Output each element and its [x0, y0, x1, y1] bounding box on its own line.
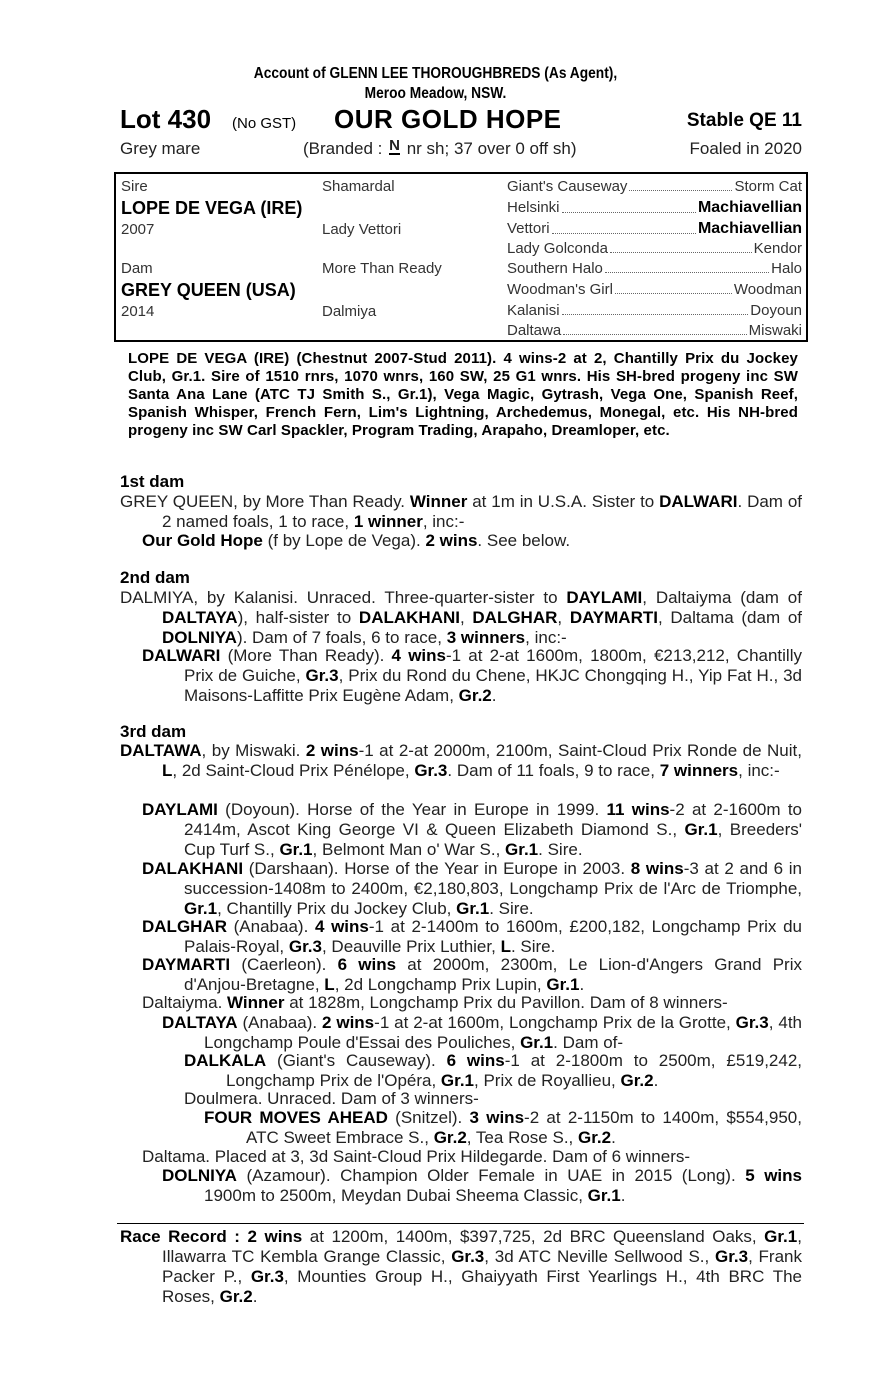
ancestor-row — [507, 322, 802, 339]
sire-summary: LOPE DE VEGA (IRE) (Chestnut 2007-Stud 2011). 4 wins-2 at 2, Chantilly Prix du Jockey Club, Gr.1. Sire of 1510 rnrs, 1070 wnrs, 160 SW, 25 G1 wnrs. His SH-bred progeny inc SW Santa Ana Lane (ATC TJ Smith S., Gr.1), Vega Magic, Gytrash, Vega One, Spanish Reef, Spanish Whisper, French Fern, Lim's Lightning, Archedemus, Monegal, etc. His NH-bred progeny inc SW Carl Spackler, Program Trading, Arapaho, Dreamloper, etc. — [128, 350, 798, 439]
text-run: , 3d ATC Neville Sellwood S., — [484, 1247, 715, 1266]
produce-entry — [142, 800, 802, 860]
text-run: (More Than Ready). — [220, 646, 392, 665]
text-run: , — [459, 608, 473, 627]
horse-name: OUR GOLD HOPE — [334, 104, 562, 134]
produce-entry — [162, 1166, 802, 1206]
second-dam-heading: 2nd dam — [120, 568, 190, 587]
bold-text: Gr.3 — [288, 937, 322, 956]
produce-entry — [204, 1108, 802, 1148]
bold-text: Gr.1 — [456, 899, 490, 918]
text-run: , Belmont Man o' War S., — [312, 840, 506, 859]
bold-text: Gr.2 — [433, 1128, 467, 1147]
text-run: , Mounties Group H., Ghaiyyath First Yearlings H., 4th BRC The Roses, — [162, 1267, 803, 1306]
bold-text: DALGHAR — [142, 917, 227, 936]
bold-text: Gr.1 — [184, 899, 218, 918]
ancestor-dam: Daltawa — [507, 322, 562, 339]
dam-year: 2014 — [121, 303, 155, 320]
bold-text: 1 winner — [353, 512, 423, 531]
text-run: , Daltaiyma (dam of — [642, 588, 802, 607]
first-dam-text — [120, 492, 802, 532]
ancestor-row — [507, 178, 802, 195]
produce-entry — [142, 917, 802, 957]
text-run: . See below. — [477, 531, 571, 550]
lot-number: Lot 430 — [120, 104, 212, 134]
text-run: . Dam of 2 named foals, 1 to race, — [162, 492, 802, 531]
horse-sex: Grey mare — [120, 139, 201, 158]
bold-text: DALTAYA — [162, 1013, 238, 1032]
bold-text: Winner — [409, 492, 468, 511]
text-run: . Dam of- — [553, 1033, 624, 1052]
text-run: (Anabaa). — [237, 1013, 323, 1032]
bold-text: Gr.2 — [620, 1071, 654, 1090]
brand-prefix: (Branded : — [303, 139, 383, 158]
ancestor-dam: Vettori — [507, 220, 550, 237]
text-run: , inc:- — [422, 512, 465, 531]
lot-header — [120, 104, 802, 138]
brand-mark-icon: N — [389, 137, 400, 154]
bold-text: 4 wins — [391, 646, 446, 665]
text-run: , 2d Saint-Cloud Prix Pénélope, — [172, 761, 415, 780]
dam-sire: More Than Ready — [322, 260, 442, 277]
leader-dots — [629, 178, 732, 191]
text-run: -1 at 2-at 1600m, 1800m, €213,212, Chantilly Prix de Guiche, — [184, 646, 802, 685]
text-run: , Tea Rose S., — [466, 1128, 578, 1147]
text-run: -2 at 2-1600m to 2414m, Ascot King George VI & Queen Elizabeth Diamond S., — [184, 800, 802, 839]
sire-label: Sire — [121, 178, 148, 195]
bold-text: DAYMARTI — [569, 608, 658, 627]
text-run: -1 at 2-at 1600m, Longchamp Prix de la Grotte, — [374, 1013, 736, 1032]
bold-text: Gr.2 — [219, 1287, 253, 1306]
dam-label: Dam — [121, 260, 153, 277]
bold-text: 2 wins — [425, 531, 478, 550]
text-run: , Prix du Rond du Chene, HKJC Chongqing H., Yip Fat H., 3d Maisons-Laffitte Prix Eugène Adam, — [184, 666, 802, 705]
text-run: Daltama. Placed at 3, 3d Saint-Cloud Prix Hildegarde. Dam of 6 winners- — [142, 1147, 691, 1166]
leader-dots — [615, 281, 732, 294]
bold-text: DAYLAMI — [142, 800, 218, 819]
text-run: (Doyoun). Horse of the Year in Europe in 1999. — [217, 800, 607, 819]
ancestor-dam: Giant's Causeway — [507, 178, 628, 195]
bold-text: DAYMARTI — [142, 955, 231, 974]
bold-text: Gr.1 — [440, 1071, 475, 1090]
bold-text: Our Gold Hope — [142, 531, 263, 550]
bold-text: Gr.3 — [451, 1247, 485, 1266]
text-run: . — [579, 975, 585, 994]
produce-entry — [142, 1147, 802, 1167]
dam-dam: Dalmiya — [322, 303, 377, 320]
text-run: -1 at 2-1800m to 2500m, £519,242, Longchamp Prix de l'Opéra, — [226, 1051, 803, 1090]
text-run: (Anabaa). — [227, 917, 315, 936]
produce-entry — [120, 741, 802, 781]
sire-name: LOPE DE VEGA (IRE) — [121, 198, 303, 218]
horse-details — [120, 139, 802, 163]
text-run: at 2000m, 2300m, Le Lion-d'Angers Grand Prix d'Anjou-Bretagne, — [184, 955, 802, 994]
leader-dots — [605, 260, 769, 273]
text-run: . Dam of 11 foals, 9 to race, — [447, 761, 660, 780]
produce-entry — [184, 1051, 802, 1091]
bold-text: DALWARI — [659, 492, 738, 511]
bold-text: L — [500, 937, 511, 956]
produce-entry — [142, 859, 802, 919]
text-run: ), half-sister to — [237, 608, 359, 627]
produce-entry — [162, 1013, 802, 1053]
text-run: . Sire. — [538, 840, 583, 859]
text-run: , 4th Longchamp Poule d'Essai des Pouliches, — [204, 1013, 802, 1052]
text-run: . Sire. — [489, 899, 534, 918]
ancestor-sire: Woodman — [733, 281, 802, 298]
text-run: GREY QUEEN, by More Than Ready. — [120, 492, 410, 511]
text-run: -1 at 2-1400m to 1600m, £200,182, Longchamp Prix du Palais-Royal, — [184, 917, 802, 956]
section-divider — [117, 1223, 804, 1224]
ancestor-dam: Kalanisi — [507, 302, 560, 319]
text-run: . Sire. — [510, 937, 556, 956]
bold-text: Race Record : 2 wins — [120, 1227, 303, 1246]
leader-dots — [563, 322, 746, 335]
text-run: at 1m in U.S.A. Sister to — [467, 492, 660, 511]
bold-text: Gr.1 — [684, 820, 718, 839]
text-run: . — [491, 686, 497, 705]
bold-text: L — [162, 761, 173, 780]
text-run: (f by Lope de Vega). — [262, 531, 426, 550]
first-dam-produce — [142, 531, 802, 551]
sire-year: 2007 — [121, 221, 155, 238]
ancestor-sire: Storm Cat — [734, 178, 802, 195]
text-run: , inc:- — [525, 628, 567, 647]
gst-note: (No GST) — [232, 115, 297, 132]
text-run: , 2d Longchamp Prix Lupin, — [334, 975, 547, 994]
ancestor-sire: Machiavellian — [697, 199, 802, 216]
text-run: , — [557, 608, 570, 627]
bold-text: Winner — [227, 993, 285, 1012]
ancestor-row — [507, 199, 802, 217]
vendor-account-line2: Meroo Meadow, NSW. — [364, 85, 507, 102]
bold-text: Gr.3 — [305, 666, 339, 685]
ancestor-row — [507, 240, 802, 257]
text-run: , Frank Packer P., — [162, 1247, 803, 1286]
bold-text: 6 wins — [337, 955, 397, 974]
ancestor-row — [507, 260, 802, 277]
bold-text: 3 winners — [446, 628, 526, 647]
bold-text: 11 wins — [606, 800, 670, 819]
text-run: (Giant's Causeway). — [266, 1051, 447, 1070]
brand-suffix: nr sh; 37 over 0 off sh) — [406, 139, 577, 158]
text-run: (Azamour). Champion Older Female in UAE in 2015 (Long). — [236, 1166, 746, 1185]
sire-sire: Shamardal — [322, 178, 395, 195]
bold-text: DALAKHANI — [358, 608, 460, 627]
bold-text: DAYLAMI — [566, 588, 643, 607]
text-run: , Breeders' Cup Turf S., — [184, 820, 803, 859]
text-run: . — [620, 1186, 626, 1205]
ancestor-row — [507, 302, 802, 319]
text-run: at 1828m, Longchamp Prix du Pavillon. Dam of 8 winners- — [284, 993, 728, 1012]
leader-dots — [552, 220, 696, 234]
bold-text: Gr.3 — [414, 761, 448, 780]
text-run: , inc:- — [738, 761, 780, 780]
bold-text: Gr.3 — [250, 1267, 284, 1286]
bold-text: DALWARI — [142, 646, 221, 665]
leader-dots — [562, 302, 749, 315]
text-run: , by Miswaki. — [201, 741, 306, 760]
text-run: , Chantilly Prix du Jockey Club, — [217, 899, 457, 918]
bold-text: 5 wins — [745, 1166, 802, 1185]
text-run: -2 at 2-1150m to 1400m, $554,950, ATC Sweet Embrace S., — [246, 1108, 802, 1147]
bold-text: DALKALA — [184, 1051, 267, 1070]
text-run: (Darshaan). Horse of the Year in Europe in 2003. — [243, 859, 631, 878]
ancestor-dam: Lady Golconda — [507, 240, 608, 257]
text-run: , Illawarra TC Kembla Grange Classic, — [162, 1227, 802, 1266]
bold-text: Gr.1 — [520, 1033, 554, 1052]
bold-text: 2 wins — [305, 741, 359, 760]
ancestor-dam: Woodman's Girl — [507, 281, 613, 298]
second-dam-produce — [142, 646, 802, 706]
text-run: 1900m to 2500m, Meydan Dubai Sheema Classic, — [204, 1186, 588, 1205]
ancestor-dam: Helsinki — [507, 199, 560, 216]
text-run: , Deauville Prix Luthier, — [321, 937, 501, 956]
bold-text: Gr.3 — [714, 1247, 749, 1266]
bold-text: 2 wins — [322, 1013, 375, 1032]
race-record — [120, 1227, 802, 1307]
bold-text: DALTAWA — [120, 741, 202, 760]
text-run: (Caerleon). — [230, 955, 338, 974]
bold-text: Gr.1 — [279, 840, 313, 859]
bold-text: DOLNIYA — [162, 628, 237, 647]
bold-text: Gr.2 — [578, 1128, 612, 1147]
bold-text: 7 winners — [659, 761, 739, 780]
ancestor-row — [507, 281, 802, 298]
text-run: , Prix de Royallieu, — [474, 1071, 621, 1090]
dam-name: GREY QUEEN (USA) — [121, 280, 296, 300]
bold-text: Gr.1 — [587, 1186, 621, 1205]
bold-text: Gr.3 — [735, 1013, 769, 1032]
text-run: ). Dam of 7 foals, 6 to race, — [236, 628, 447, 647]
foaled-year: Foaled in 2020 — [689, 139, 802, 158]
text-run: -1 at 2-at 2000m, 2100m, Saint-Cloud Prix Ronde de Nuit, — [358, 741, 802, 760]
produce-entry — [184, 1089, 802, 1109]
text-run: at 1200m, 1400m, $397,725, 2d BRC Queensland Oaks, — [302, 1227, 765, 1246]
bold-text: DALAKHANI — [142, 859, 244, 878]
text-run: Daltaiyma. — [142, 993, 228, 1012]
ancestor-sire: Machiavellian — [697, 220, 802, 237]
ancestor-row — [507, 220, 802, 238]
first-dam-heading: 1st dam — [120, 472, 185, 491]
leader-dots — [562, 199, 696, 213]
ancestor-sire: Halo — [771, 260, 802, 277]
text-run: DALMIYA, by Kalanisi. Unraced. Three-quarter-sister to — [120, 588, 567, 607]
vendor-account-line1: Account of GLENN LEE THOROUGHBREDS (As Agent), — [253, 65, 618, 82]
ancestor-sire: Miswaki — [748, 322, 802, 339]
text-run: -3 at 2 and 6 in succession-1408m to 2400m, €2,180,803, Longchamp Prix de l'Arc de Triomphe, — [184, 859, 802, 898]
ancestor-sire: Doyoun — [750, 302, 802, 319]
bold-text: DALTAYA — [162, 608, 238, 627]
brand-info — [303, 139, 576, 159]
second-dam-text — [120, 588, 802, 648]
text-run: (Snitzel). — [387, 1108, 470, 1127]
leader-dots — [610, 240, 752, 253]
bold-text: Gr.1 — [764, 1227, 798, 1246]
text-run: . — [653, 1071, 659, 1090]
bold-text: 3 wins — [469, 1108, 525, 1127]
bold-text: 4 wins — [314, 917, 369, 936]
bold-text: FOUR MOVES AHEAD — [204, 1108, 388, 1127]
text-run: . — [252, 1287, 258, 1306]
ancestor-dam: Southern Halo — [507, 260, 603, 277]
bold-text: L — [324, 975, 335, 994]
pedigree-table — [114, 172, 808, 342]
produce-entry — [142, 955, 802, 995]
produce-entry — [142, 993, 802, 1013]
text-run: , Daltama (dam of — [657, 608, 802, 627]
text-run: . — [611, 1128, 616, 1147]
bold-text: Gr.1 — [505, 840, 539, 859]
bold-text: 6 wins — [446, 1051, 505, 1070]
third-dam-heading: 3rd dam — [120, 722, 187, 741]
bold-text: DOLNIYA — [162, 1166, 237, 1185]
bold-text: Gr.2 — [458, 686, 492, 705]
bold-text: DALGHAR — [472, 608, 558, 627]
stable-location: Stable QE 11 — [686, 110, 802, 131]
bold-text: 8 wins — [630, 859, 684, 878]
ancestor-sire: Kendor — [753, 240, 802, 257]
bold-text: Gr.1 — [546, 975, 580, 994]
sire-dam: Lady Vettori — [322, 221, 402, 238]
text-run: Doulmera. Unraced. Dam of 3 winners- — [184, 1089, 479, 1108]
